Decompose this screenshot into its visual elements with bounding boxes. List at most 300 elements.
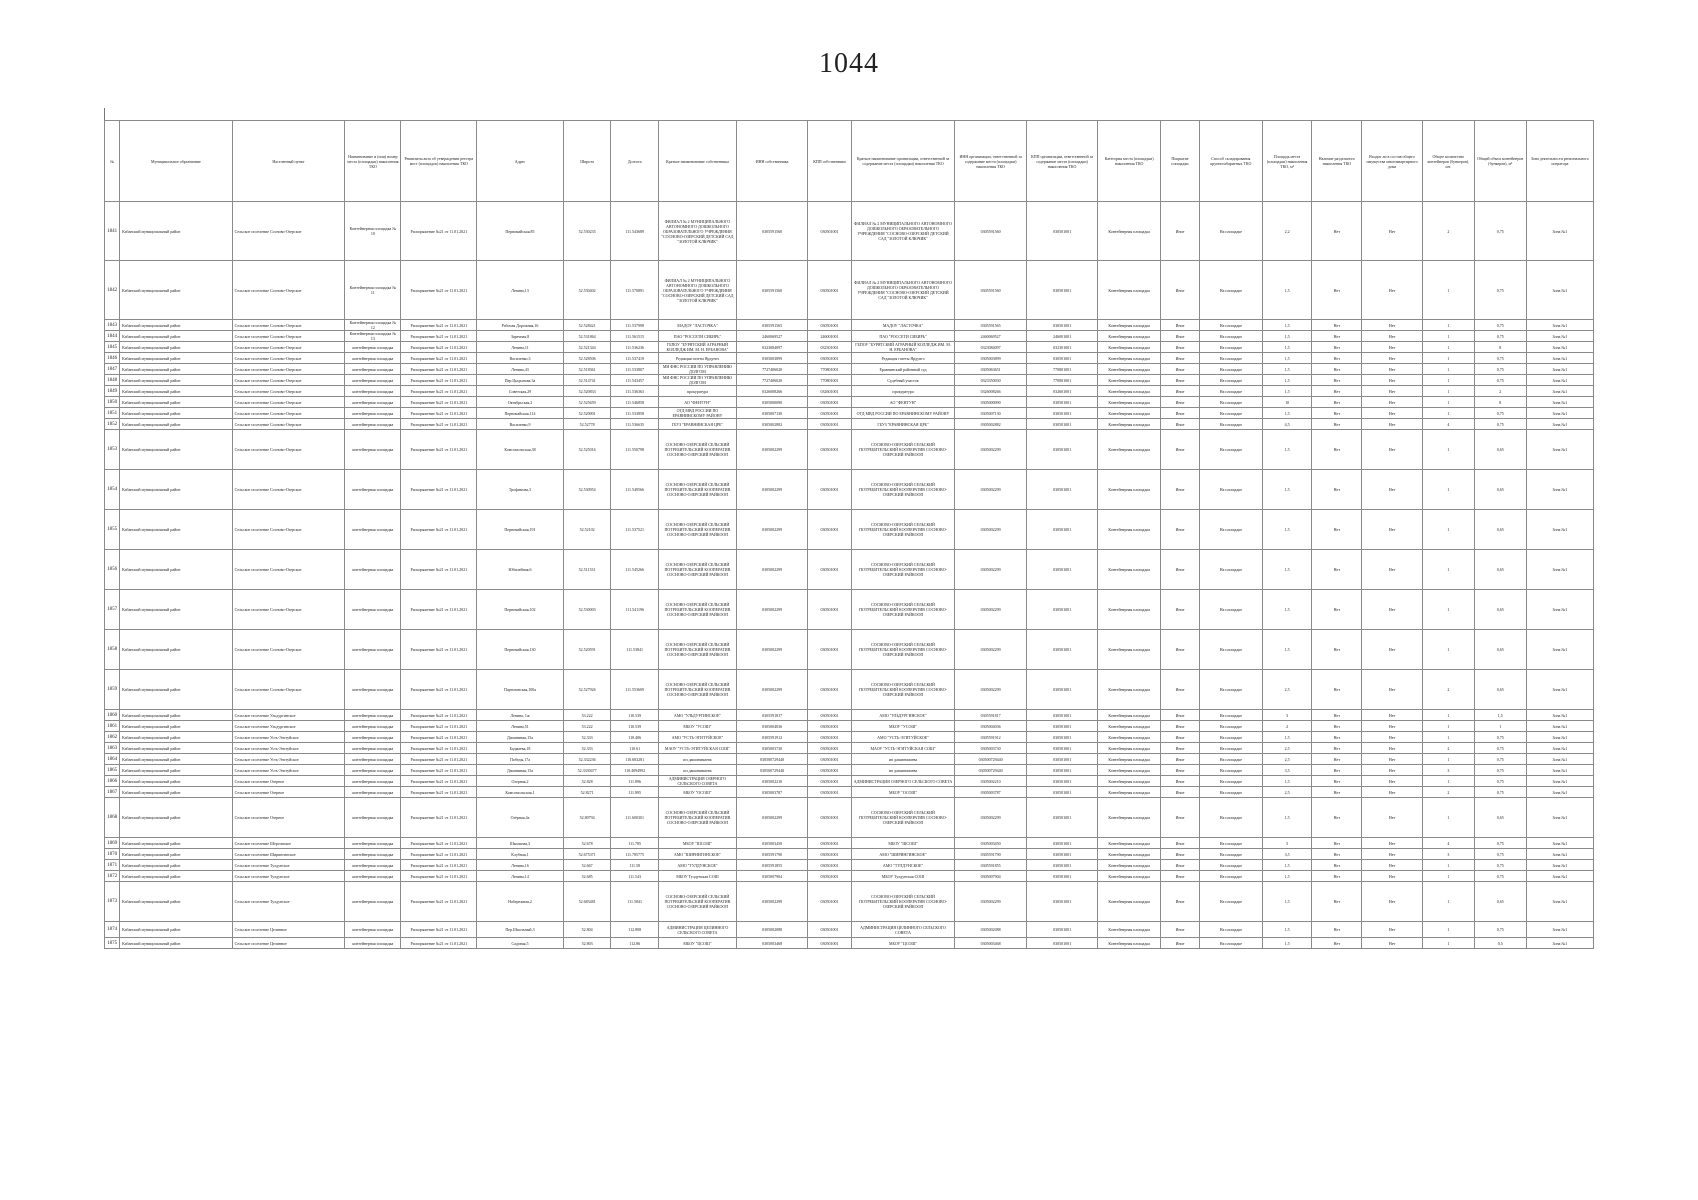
cell-mo: Кабанский муниципальный район: [120, 430, 233, 470]
cell-kpp: 030501001: [808, 261, 851, 320]
cell-cover: Иное: [1161, 922, 1200, 938]
cell-kpp: 030501001: [808, 721, 851, 732]
cell-mkd: Нет: [1362, 342, 1423, 353]
cell-lat: 52.521344: [563, 342, 611, 353]
table-row: [105, 261, 1594, 320]
cell-addr: Победы,17а: [477, 754, 564, 765]
cell-zone: Зона №1: [1526, 938, 1593, 949]
table-header: [105, 121, 1594, 202]
cell-cat: Контейнерная площадка: [1098, 732, 1161, 743]
cell-lon: 111.537998: [611, 320, 659, 331]
cell-org: ип дашинимаева: [851, 765, 955, 776]
cell-sep: Нет: [1312, 860, 1362, 871]
cell-okpp: 030501001: [1026, 550, 1097, 590]
cell-np: Сельское поселение Сосново-Озерское: [232, 670, 345, 710]
cell-sep: Нет: [1312, 871, 1362, 882]
cell-org: Редакция газеты Ярдунгэ: [851, 353, 955, 364]
cell-cnt: 1: [1422, 550, 1474, 590]
cell-vol: 0,75: [1474, 754, 1526, 765]
cell-cover: Иное: [1161, 732, 1200, 743]
cell-kpp: 030501001: [808, 430, 851, 470]
cell-oinn: 0305002299: [955, 798, 1026, 838]
cell-area: 3,5: [1262, 765, 1312, 776]
cell-kgo: На площадке: [1199, 419, 1262, 430]
cell-zone: Зона №1: [1526, 430, 1593, 470]
cell-vol: 0,75: [1474, 331, 1526, 342]
column-header: Наименование и (или) номер места (площадки) накопления ТКО: [345, 121, 401, 202]
cell-kgo: На площадке: [1199, 710, 1262, 721]
cell-vol: 0,75: [1474, 375, 1526, 386]
cell-inn: 0305003787: [736, 787, 807, 798]
cell-n: 1865: [105, 765, 120, 776]
cell-lon: 111.541196: [611, 590, 659, 630]
cell-act: Распоряжение №21 от 11.01.2021: [401, 353, 477, 364]
cell-cover: Иное: [1161, 590, 1200, 630]
table-row: [105, 860, 1594, 871]
cell-cnt: 1: [1422, 860, 1474, 871]
cell-inn: 0323084097: [736, 342, 807, 353]
cell-lat: 52.527926: [563, 670, 611, 710]
cell-inn: 0305002299: [736, 630, 807, 670]
cell-n: 1850: [105, 397, 120, 408]
cell-cnt: 1: [1422, 938, 1474, 949]
cell-zone: Зона №1: [1526, 419, 1593, 430]
cell-name: Контейнерная площадка № 13: [345, 331, 401, 342]
table-row: [105, 510, 1594, 550]
cell-name: контейнерная площадка: [345, 922, 401, 938]
cell-mkd: Нет: [1362, 408, 1423, 419]
cell-okpp: 030501001: [1026, 408, 1097, 419]
cell-mo: Кабанский муниципальный район: [120, 849, 233, 860]
cell-np: Сельское поселение Ульдургинское: [232, 710, 345, 721]
cell-mkd: Нет: [1362, 550, 1423, 590]
cell-name: контейнерная площадка: [345, 838, 401, 849]
column-header: Долгота: [611, 121, 659, 202]
cell-n: 1866: [105, 776, 120, 787]
cell-act: Распоряжение №21 от 11.01.2021: [401, 202, 477, 261]
cell-name: контейнерная площадка: [345, 408, 401, 419]
cell-n: 1873: [105, 882, 120, 922]
cell-np: Сельское поселение Шергинское: [232, 838, 345, 849]
cell-cnt: 1: [1422, 353, 1474, 364]
cell-np: Сельское поселение Сосново-Озерское: [232, 261, 345, 320]
cell-n: 1875: [105, 938, 120, 949]
cell-oinn: 0305002299: [955, 550, 1026, 590]
cell-area: 1,5: [1262, 320, 1312, 331]
cell-org: АДМИНИСТРАЦИЯ ЦЕЛИННОГО СЕЛЬСКОГО СОВЕТА: [851, 922, 955, 938]
cell-n: 1849: [105, 386, 120, 397]
cell-oinn: 0305002299: [955, 630, 1026, 670]
cell-cat: Контейнерная площадка: [1098, 261, 1161, 320]
cell-area: 2,5: [1262, 754, 1312, 765]
cell-act: Распоряжение №21 от 11.01.2021: [401, 630, 477, 670]
cell-lat: 52.530235: [563, 202, 611, 261]
cell-org: АДМИНИСТРАЦИЯ ОЗЕРНОГО СЕЛЬСКОГО СОВЕТА: [851, 776, 955, 787]
table-row: [105, 710, 1594, 721]
cell-mo: Кабанский муниципальный район: [120, 470, 233, 510]
cell-cat: Контейнерная площадка: [1098, 408, 1161, 419]
cell-mo: Кабанский муниципальный район: [120, 787, 233, 798]
cell-area: 3: [1262, 710, 1312, 721]
cell-zone: Зона №1: [1526, 838, 1593, 849]
cell-zone: Зона №1: [1526, 342, 1593, 353]
cell-mo: Кабанский муниципальный район: [120, 882, 233, 922]
cell-cat: Контейнерная площадка: [1098, 550, 1161, 590]
cell-owner: прокуратура: [658, 386, 736, 397]
cell-n: 1851: [105, 408, 120, 419]
cell-kpp: 030501001: [808, 710, 851, 721]
column-header: Площадь места (площадки) накопления ТКО, м²: [1262, 121, 1312, 202]
cell-owner: МБОУ "ЦСОШ": [658, 938, 736, 949]
cell-zone: Зона №1: [1526, 375, 1593, 386]
cell-np: Сельское поселение Сосново-Озерское: [232, 331, 345, 342]
cell-area: 1,5: [1262, 871, 1312, 882]
cell-lon: 110.539: [611, 710, 659, 721]
cell-np: Сельское поселение Усть-Эгитуйское: [232, 743, 345, 754]
cell-org: ОТД МВД РОССИИ ПО ЕРАВНИНСКОМУ РАЙОНУ: [851, 408, 955, 419]
cell-mkd: Нет: [1362, 320, 1423, 331]
cell-vol: 0,75: [1474, 353, 1526, 364]
cell-mo: Кабанский муниципальный район: [120, 732, 233, 743]
column-header: ИНН собственника: [736, 121, 807, 202]
cell-mkd: Нет: [1362, 838, 1423, 849]
cell-np: Сельское поселение Сосново-Озерское: [232, 353, 345, 364]
cell-vol: 0,75: [1474, 743, 1526, 754]
cell-inn: 0305003468: [736, 938, 807, 949]
cell-mkd: Нет: [1362, 882, 1423, 922]
cell-cover: Иное: [1161, 860, 1200, 871]
cell-kpp: 030501001: [808, 882, 851, 922]
cell-mkd: Нет: [1362, 721, 1423, 732]
cell-owner: МАДОУ "ЛАСТОЧКА": [658, 320, 736, 331]
cell-lat: 52.3330477: [563, 765, 611, 776]
cell-owner: Редакция газеты Ярдунгэ: [658, 353, 736, 364]
cell-kgo: На площадке: [1199, 364, 1262, 375]
column-header: Общее количество контейнеров (бункеров), шт.: [1422, 121, 1474, 202]
cell-n: 1864: [105, 754, 120, 765]
cell-zone: Зона №1: [1526, 670, 1593, 710]
cell-cnt: 1: [1422, 754, 1474, 765]
cell-n: 1847: [105, 364, 120, 375]
cell-n: 1872: [105, 871, 120, 882]
cell-oinn: 0305003450: [955, 838, 1026, 849]
cell-cover: Иное: [1161, 386, 1200, 397]
cell-kpp: 030501001: [808, 419, 851, 430]
cell-cat: Контейнерная площадка: [1098, 849, 1161, 860]
cell-n: 1859: [105, 670, 120, 710]
cell-oinn: 0305000090: [955, 397, 1026, 408]
cell-sep: Нет: [1312, 375, 1362, 386]
cell-org: ПАО "РОССЕТИ СИБИРЬ": [851, 331, 955, 342]
cell-cat: Контейнерная площадка: [1098, 430, 1161, 470]
cell-cover: Иное: [1161, 882, 1200, 922]
cell-zone: Зона №1: [1526, 787, 1593, 798]
cell-org: прокуратура: [851, 386, 955, 397]
cell-org: СОСНОВО-ОЗЕРСКИЙ СЕЛЬСКИЙ ПОТРЕБИТЕЛЬСКИЙ КООПЕРАТИВ СОСНОВО-ОЗЕРСКИЙ РАЙКООП: [851, 882, 955, 922]
cell-mo: Кабанский муниципальный район: [120, 590, 233, 630]
cell-zone: Зона №1: [1526, 510, 1593, 550]
cell-org: АМО "ШИРИНГИНСКОЕ": [851, 849, 955, 860]
cell-mkd: Нет: [1362, 331, 1423, 342]
cell-oinn: 0305007130: [955, 408, 1026, 419]
column-header: ИНН организации, ответственной за содержание места (площадки) накопления ТКО: [955, 121, 1026, 202]
cell-act: Распоряжение №21 от 11.01.2021: [401, 364, 477, 375]
cell-sep: Нет: [1312, 550, 1362, 590]
cell-act: Распоряжение №21 от 11.01.2021: [401, 882, 477, 922]
cell-lat: 52.528506: [563, 353, 611, 364]
cell-kgo: На площадке: [1199, 342, 1262, 353]
cell-np: Сельское поселение Тулдунское: [232, 871, 345, 882]
cell-n: 1858: [105, 630, 120, 670]
cell-oinn: 0305002299: [955, 470, 1026, 510]
cell-area: 1,5: [1262, 430, 1312, 470]
cell-lat: 52.683481: [563, 882, 611, 922]
cell-oinn: 0305591912: [955, 732, 1026, 743]
cell-n: 1874: [105, 922, 120, 938]
cell-org: СОСНОВО-ОЗЕРСКИЙ СЕЛЬСКИЙ ПОТРЕБИТЕЛЬСКИЙ КООПЕРАТИВ СОСНОВО-ОЗЕРСКИЙ РАЙКООП: [851, 430, 955, 470]
cell-lon: 111.537419: [611, 353, 659, 364]
cell-sep: Нет: [1312, 364, 1362, 375]
cell-vol: 0,75: [1474, 732, 1526, 743]
cell-kgo: На площадке: [1199, 849, 1262, 860]
cell-np: Сельское поселение Сосново-Озерское: [232, 320, 345, 331]
cell-mo: Кабанский муниципальный район: [120, 938, 233, 949]
cell-addr: Первомайская,130: [477, 630, 564, 670]
cell-area: 1,5: [1262, 375, 1312, 386]
cell-cnt: 1: [1422, 798, 1474, 838]
cell-addr: Ленина,11: [477, 342, 564, 353]
cell-lat: 52.520591: [563, 630, 611, 670]
cell-addr: Октябрьская,2: [477, 397, 564, 408]
cell-kpp: 030501001: [808, 743, 851, 754]
cell-area: 1,5: [1262, 408, 1312, 419]
cell-np: Сельское поселение Сосново-Озерское: [232, 375, 345, 386]
cell-act: Распоряжение №21 от 11.01.2021: [401, 754, 477, 765]
cell-np: Сельское поселение Озерное: [232, 798, 345, 838]
column-header: Краткое наименование организации, ответственной за содержание места (площадки) накопления ТКО: [851, 121, 955, 202]
cell-np: Сельское поселение Ульдургинское: [232, 721, 345, 732]
cell-okpp: 030501001: [1026, 419, 1097, 430]
cell-okpp: 030501001: [1026, 743, 1097, 754]
cell-oinn: 0305002299: [955, 590, 1026, 630]
cell-area: 1,5: [1262, 590, 1312, 630]
cell-cnt: 1: [1422, 261, 1474, 320]
table-row: [105, 882, 1594, 922]
cell-mkd: Нет: [1362, 375, 1423, 386]
cell-owner: МБОУ "ШСОШ": [658, 838, 736, 849]
cell-lon: 111.785: [611, 838, 659, 849]
cell-cover: Иное: [1161, 721, 1200, 732]
cell-act: Распоряжение №21 от 11.01.2021: [401, 342, 477, 353]
cell-cnt: 1: [1422, 342, 1474, 353]
cell-cat: Контейнерная площадка: [1098, 590, 1161, 630]
cell-kgo: На площадке: [1199, 787, 1262, 798]
cell-cat: Контейнерная площадка: [1098, 860, 1161, 871]
cell-name: контейнерная площадка: [345, 732, 401, 743]
cell-cnt: 3: [1422, 849, 1474, 860]
cell-lat: 52.685: [563, 871, 611, 882]
cell-sep: Нет: [1312, 922, 1362, 938]
cell-np: Сельское поселение Сосново-Озерское: [232, 630, 345, 670]
cell-cnt: 1: [1422, 776, 1474, 787]
cell-cover: Иное: [1161, 320, 1200, 331]
cell-mo: Кабанский муниципальный район: [120, 397, 233, 408]
cell-inn: 0305002299: [736, 798, 807, 838]
cell-n: 1868: [105, 798, 120, 838]
cell-np: Сельское поселение Сосново-Озерское: [232, 408, 345, 419]
cell-name: контейнерная площадка: [345, 510, 401, 550]
cell-vol: 0,65: [1474, 470, 1526, 510]
cell-oinn: 2460069527: [955, 331, 1026, 342]
cell-lat: 52.530402: [563, 261, 611, 320]
cell-kpp: 030501001: [808, 408, 851, 419]
cell-kpp: 030501001: [808, 798, 851, 838]
cell-sep: Нет: [1312, 776, 1362, 787]
cell-inn: 0305591912: [736, 732, 807, 743]
cell-cover: Иное: [1161, 670, 1200, 710]
cell-oinn: 0305007904: [955, 871, 1026, 882]
cell-vol: 0,75: [1474, 261, 1526, 320]
cell-lon: 112.86: [611, 938, 659, 949]
cell-kgo: На площадке: [1199, 838, 1262, 849]
table-row: [105, 787, 1594, 798]
cell-area: 5: [1262, 838, 1312, 849]
cell-mkd: Нет: [1362, 353, 1423, 364]
cell-kgo: На площадке: [1199, 386, 1262, 397]
cell-cover: Иное: [1161, 630, 1200, 670]
cell-inn: 0305002299: [736, 510, 807, 550]
cell-mo: Кабанский муниципальный район: [120, 342, 233, 353]
cell-vol: 0,75: [1474, 838, 1526, 849]
cell-sep: Нет: [1312, 732, 1362, 743]
cell-act: Распоряжение №21 от 11.01.2021: [401, 261, 477, 320]
cell-mo: Кабанский муниципальный район: [120, 871, 233, 882]
cell-lat: 52.333: [563, 743, 611, 754]
cell-inn: 0305591560: [736, 261, 807, 320]
cell-sep: Нет: [1312, 630, 1362, 670]
cell-cover: Иное: [1161, 510, 1200, 550]
cell-addr: Первомайская,102: [477, 590, 564, 630]
cell-oinn: 0305002088: [955, 922, 1026, 938]
cell-np: Сельское поселение Сосново-Озерское: [232, 510, 345, 550]
cell-lon: 110.603281: [611, 754, 659, 765]
cell-org: ФИЛИАЛ № 2 МУНИЦИПАЛЬНОГО АВТОНОМНОГО ДОШКОЛЬНОГО ОБРАЗОВАТЕЛЬНОГО УЧРЕЖДЕНИЯ "СОСНОВО-ОЗЕРСКИЙ ДЕТСКИЙ САД "ЗОЛОТОЙ КЛЮЧИК": [851, 261, 955, 320]
cell-n: 1863: [105, 743, 120, 754]
cell-org: СОСНОВО-ОЗЕРСКИЙ СЕЛЬСКИЙ ПОТРЕБИТЕЛЬСКИЙ КООПЕРАТИВ СОСНОВО-ОЗЕРСКИЙ РАЙКООП: [851, 630, 955, 670]
cell-n: 1841: [105, 202, 120, 261]
cell-n: 1843: [105, 320, 120, 331]
column-header: №: [105, 121, 120, 202]
cell-sep: Нет: [1312, 430, 1362, 470]
cell-org: ГБПОУ "БУРЯТСКИЙ АГРАРНЫЙ КОЛЛЕДЖ ИМ. М. Н. ЕРБАНОВА": [851, 342, 955, 353]
cell-okpp: 030501001: [1026, 765, 1097, 776]
cell-addr: Юбилейная,6: [477, 550, 564, 590]
cell-lon: 111.895: [611, 787, 659, 798]
cell-cover: Иное: [1161, 938, 1200, 949]
column-header: КПП организации, ответственной за содержание места (площадки) накопления ТКО: [1026, 121, 1097, 202]
cell-addr: Ленина,51: [477, 721, 564, 732]
cell-cat: Контейнерная площадка: [1098, 838, 1161, 849]
cell-kpp: 030501001: [808, 871, 851, 882]
cell-org: АМО "ТУЛДУНСКОЕ": [851, 860, 955, 871]
cell-okpp: 030501001: [1026, 202, 1097, 261]
cell-cnt: 1: [1422, 882, 1474, 922]
cell-name: контейнерная площадка: [345, 849, 401, 860]
cell-name: контейнерная площадка: [345, 550, 401, 590]
cell-addr: Ленина,14: [477, 871, 564, 882]
cell-cover: Иное: [1161, 375, 1200, 386]
table-row: [105, 331, 1594, 342]
cell-cover: Иное: [1161, 754, 1200, 765]
cell-mo: Кабанский муниципальный район: [120, 743, 233, 754]
cell-cat: Контейнерная площадка: [1098, 375, 1161, 386]
cell-np: Сельское поселение Усть-Эгитуйское: [232, 765, 345, 776]
cell-name: контейнерная площадка: [345, 670, 401, 710]
cell-mkd: Нет: [1362, 386, 1423, 397]
cell-kgo: На площадке: [1199, 375, 1262, 386]
cell-cover: Иное: [1161, 202, 1200, 261]
cell-kgo: На площадке: [1199, 670, 1262, 710]
cell-vol: 0,75: [1474, 202, 1526, 261]
cell-kgo: На площадке: [1199, 765, 1262, 776]
cell-owner: СОСНОВО-ОЗЕРСКИЙ СЕЛЬСКИЙ ПОТРЕБИТЕЛЬСКИЙ КООПЕРАТИВ СОСНОВО-ОЗЕРСКИЙ РАЙКООП: [658, 510, 736, 550]
cell-oinn: 030500729440: [955, 765, 1026, 776]
cell-okpp: 770801001: [1026, 375, 1097, 386]
cell-mo: Кабанский муниципальный район: [120, 331, 233, 342]
cell-n: 1842: [105, 261, 120, 320]
cell-lon: 111.537521: [611, 510, 659, 550]
cell-okpp: 030501001: [1026, 776, 1097, 787]
table-row: [105, 670, 1594, 710]
cell-sep: Нет: [1312, 261, 1362, 320]
cell-oinn: 0305003468: [955, 938, 1026, 949]
cell-lat: 52.667: [563, 860, 611, 871]
cell-cnt: 1: [1422, 386, 1474, 397]
cell-vol: 0,75: [1474, 860, 1526, 871]
cell-zone: Зона №1: [1526, 386, 1593, 397]
column-header: КПП собственника: [808, 121, 851, 202]
cell-cnt: 2: [1422, 787, 1474, 798]
cell-okpp: 030501001: [1026, 353, 1097, 364]
cell-vol: 0,75: [1474, 364, 1526, 375]
cell-oinn: 030500729440: [955, 754, 1026, 765]
cell-org: МБОУ "ШСОШ": [851, 838, 955, 849]
cell-mo: Кабанский муниципальный район: [120, 860, 233, 871]
cell-okpp: 030501001: [1026, 838, 1097, 849]
cell-oinn: 0305002299: [955, 510, 1026, 550]
cell-owner: СОСНОВО-ОЗЕРСКИЙ СЕЛЬСКИЙ ПОТРЕБИТЕЛЬСКИЙ КООПЕРАТИВ СОСНОВО-ОЗЕРСКИЙ РАЙКООП: [658, 430, 736, 470]
column-header: Адрес: [477, 121, 564, 202]
cell-cat: Контейнерная площадка: [1098, 871, 1161, 882]
cell-okpp: 030501001: [1026, 922, 1097, 938]
cell-owner: СОСНОВО-ОЗЕРСКИЙ СЕЛЬСКИЙ ПОТРЕБИТЕЛЬСКИЙ КООПЕРАТИВ СОСНОВО-ОЗЕРСКИЙ РАЙКООП: [658, 550, 736, 590]
cell-area: 1,5: [1262, 386, 1312, 397]
cell-kpp: 770801001: [808, 364, 851, 375]
cell-zone: Зона №1: [1526, 202, 1593, 261]
cell-cover: Иное: [1161, 798, 1200, 838]
cell-vol: 0,75: [1474, 765, 1526, 776]
cell-act: Распоряжение №21 от 11.01.2021: [401, 470, 477, 510]
cell-inn: 0305003730: [736, 743, 807, 754]
cell-name: контейнерная площадка: [345, 364, 401, 375]
cell-org: МБОУ Тулдунская СОШ: [851, 871, 955, 882]
cell-inn: 0305002210: [736, 776, 807, 787]
cell-area: 1,5: [1262, 550, 1312, 590]
cell-lat: 52.828: [563, 776, 611, 787]
table-row: [105, 871, 1594, 882]
cell-area: 1,5: [1262, 630, 1312, 670]
cell-owner: СОСНОВО-ОЗЕРСКИЙ СЕЛЬСКИЙ ПОТРЕБИТЕЛЬСКИЙ КООПЕРАТИВ СОСНОВО-ОЗЕРСКИЙ РАЙКООП: [658, 798, 736, 838]
